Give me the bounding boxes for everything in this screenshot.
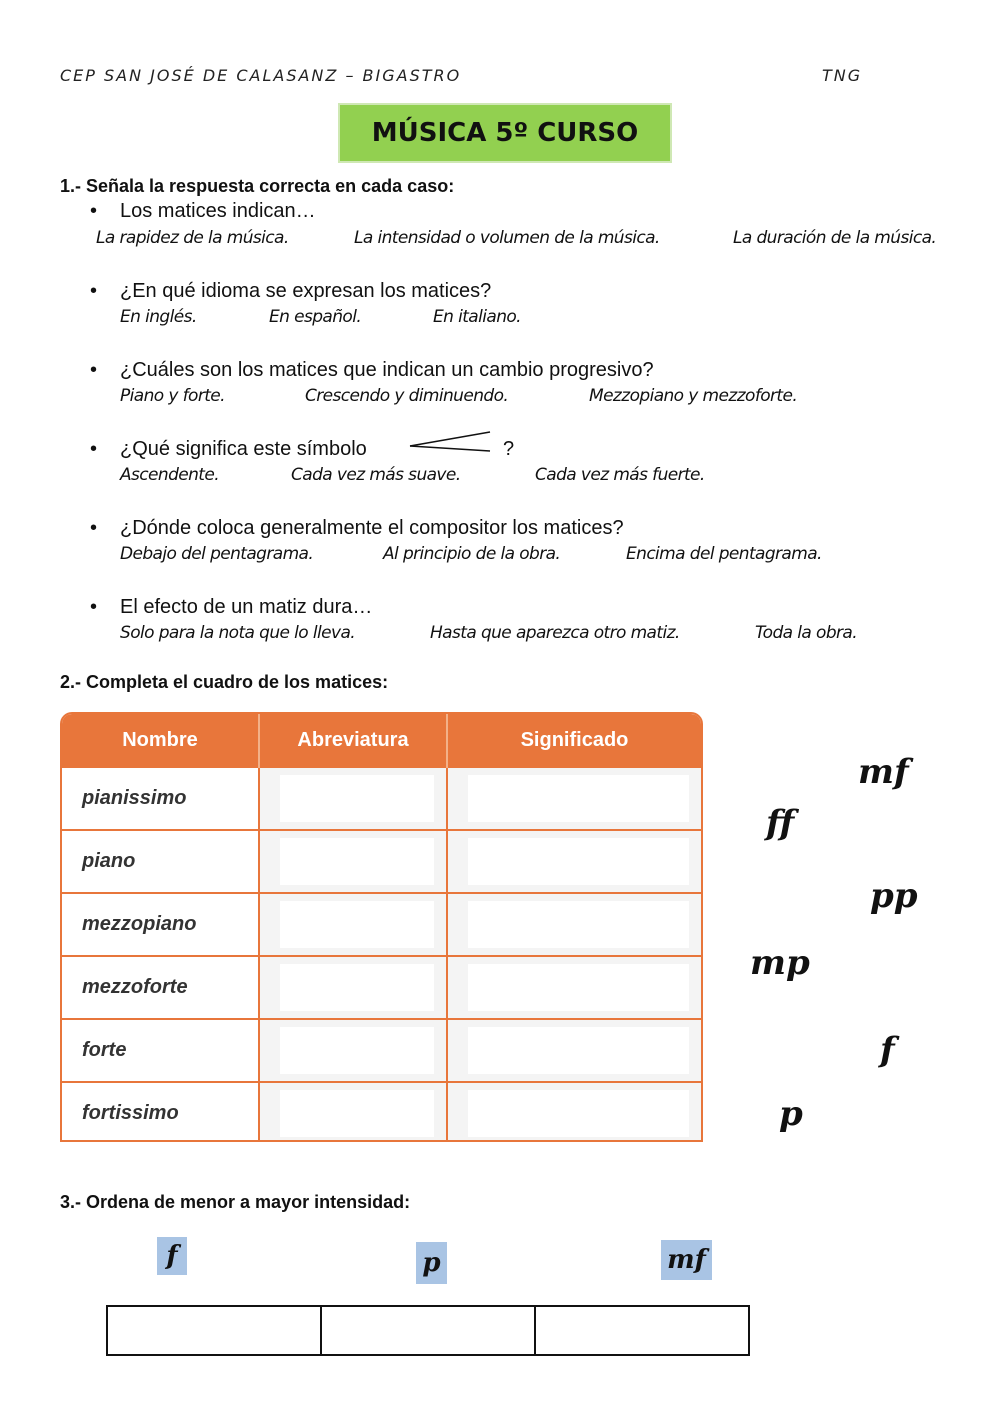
dynamic-name: mezzoforte xyxy=(62,956,259,1019)
meaning-answer-field[interactable] xyxy=(447,956,701,1019)
dynamic-name: forte xyxy=(62,1019,259,1082)
table-row xyxy=(62,767,701,830)
abbreviation-answer-field[interactable] xyxy=(259,1019,447,1082)
section-1-title: 1.- Señala la respuesta correcta en cada caso: xyxy=(60,176,455,196)
bullet: • xyxy=(90,596,98,618)
q4-option-2[interactable]: Cada vez más suave. xyxy=(291,465,461,485)
q3-option-3[interactable]: Mezzopiano y mezzoforte. xyxy=(589,386,798,406)
q4-option-1[interactable]: Ascendente. xyxy=(120,465,220,485)
dynamic-name: pianissimo xyxy=(62,767,259,830)
q6-option-1[interactable]: Solo para la nota que lo lleva. xyxy=(120,623,356,643)
order-slot-1[interactable] xyxy=(108,1307,322,1354)
table-row xyxy=(62,956,701,1019)
table-row xyxy=(62,893,701,956)
meaning-answer-field[interactable] xyxy=(447,1019,701,1082)
q6-option-3[interactable]: Toda la obra. xyxy=(755,623,858,643)
order-chip-f[interactable]: f xyxy=(157,1237,187,1275)
order-chip-p[interactable]: p xyxy=(416,1242,447,1284)
meaning-answer-field[interactable] xyxy=(447,830,701,893)
question-2: ¿En qué idioma se expresan los matices? xyxy=(120,280,492,302)
teacher-initials: TNG xyxy=(822,66,863,85)
question-4: ¿Qué significa este símbolo xyxy=(120,438,367,460)
q5-option-3[interactable]: Encima del pentagrama. xyxy=(626,544,822,564)
q5-option-1[interactable]: Debajo del pentagrama. xyxy=(120,544,314,564)
section-2-title: 2.- Completa el cuadro de los matices: xyxy=(60,672,389,692)
q5-option-2[interactable]: Al principio de la obra. xyxy=(383,544,561,564)
page-title: MÚSICA 5º CURSO xyxy=(338,103,672,163)
meaning-answer-field[interactable] xyxy=(447,767,701,830)
question-1: Los matices indican… xyxy=(120,200,316,222)
q2-option-1[interactable]: En inglés. xyxy=(120,307,197,327)
order-slot-2[interactable] xyxy=(322,1307,536,1354)
abbreviation-answer-field[interactable] xyxy=(259,893,447,956)
meaning-answer-field[interactable] xyxy=(447,893,701,956)
table-row xyxy=(62,830,701,893)
order-answer-boxes xyxy=(106,1305,750,1356)
q6-option-2[interactable]: Hasta que aparezca otro matiz. xyxy=(430,623,680,643)
q3-option-2[interactable]: Crescendo y diminuendo. xyxy=(305,386,509,406)
bullet: • xyxy=(90,438,98,460)
column-header-significado: Significado xyxy=(447,714,701,767)
q4-option-3[interactable]: Cada vez más fuerte. xyxy=(535,465,705,485)
abbreviation-answer-field[interactable] xyxy=(259,767,447,830)
table-row xyxy=(62,1082,701,1142)
abbreviation-answer-field[interactable] xyxy=(259,956,447,1019)
school-name: CEP SAN JOSÉ DE CALASANZ – BIGASTRO xyxy=(60,66,462,85)
meaning-answer-field[interactable] xyxy=(447,1082,701,1142)
order-slot-3[interactable] xyxy=(536,1307,748,1354)
q3-option-1[interactable]: Piano y forte. xyxy=(120,386,225,406)
symbol-p[interactable]: p xyxy=(779,1094,803,1134)
section-3-title: 3.- Ordena de menor a mayor intensidad: xyxy=(60,1192,411,1212)
question-3: ¿Cuáles son los matices que indican un cambio progresivo? xyxy=(120,359,654,381)
abbreviation-answer-field[interactable] xyxy=(259,830,447,893)
column-header-nombre: Nombre xyxy=(62,714,259,767)
bullet: • xyxy=(90,280,98,302)
dynamic-name: mezzopiano xyxy=(62,893,259,956)
bullet: • xyxy=(90,359,98,381)
crescendo-symbol-icon xyxy=(408,428,494,456)
bullet: • xyxy=(90,200,98,222)
q1-option-2[interactable]: La intensidad o volumen de la música. xyxy=(354,228,660,248)
symbol-pp[interactable]: pp xyxy=(870,876,918,916)
symbol-mp[interactable]: mp xyxy=(750,943,810,983)
bullet: • xyxy=(90,517,98,539)
abbreviation-answer-field[interactable] xyxy=(259,1082,447,1142)
symbol-f[interactable]: f xyxy=(880,1030,895,1070)
order-chip-mf[interactable]: mf xyxy=(661,1240,712,1280)
dynamics-table xyxy=(60,712,703,1142)
dynamic-name: fortissimo xyxy=(62,1082,259,1142)
question-5: ¿Dónde coloca generalmente el compositor los matices? xyxy=(120,517,624,539)
symbol-ff[interactable]: ff xyxy=(766,803,795,843)
q2-option-2[interactable]: En español. xyxy=(269,307,362,327)
table-row xyxy=(62,1019,701,1082)
q1-option-1[interactable]: La rapidez de la música. xyxy=(96,228,289,248)
symbol-mf[interactable]: mf xyxy=(858,752,909,792)
question-6: El efecto de un matiz dura… xyxy=(120,596,373,618)
dynamic-name: piano xyxy=(62,830,259,893)
q1-option-3[interactable]: La duración de la música. xyxy=(733,228,937,248)
question-4-end: ? xyxy=(503,438,515,460)
column-header-abreviatura: Abreviatura xyxy=(259,714,447,767)
q2-option-3[interactable]: En italiano. xyxy=(433,307,521,327)
